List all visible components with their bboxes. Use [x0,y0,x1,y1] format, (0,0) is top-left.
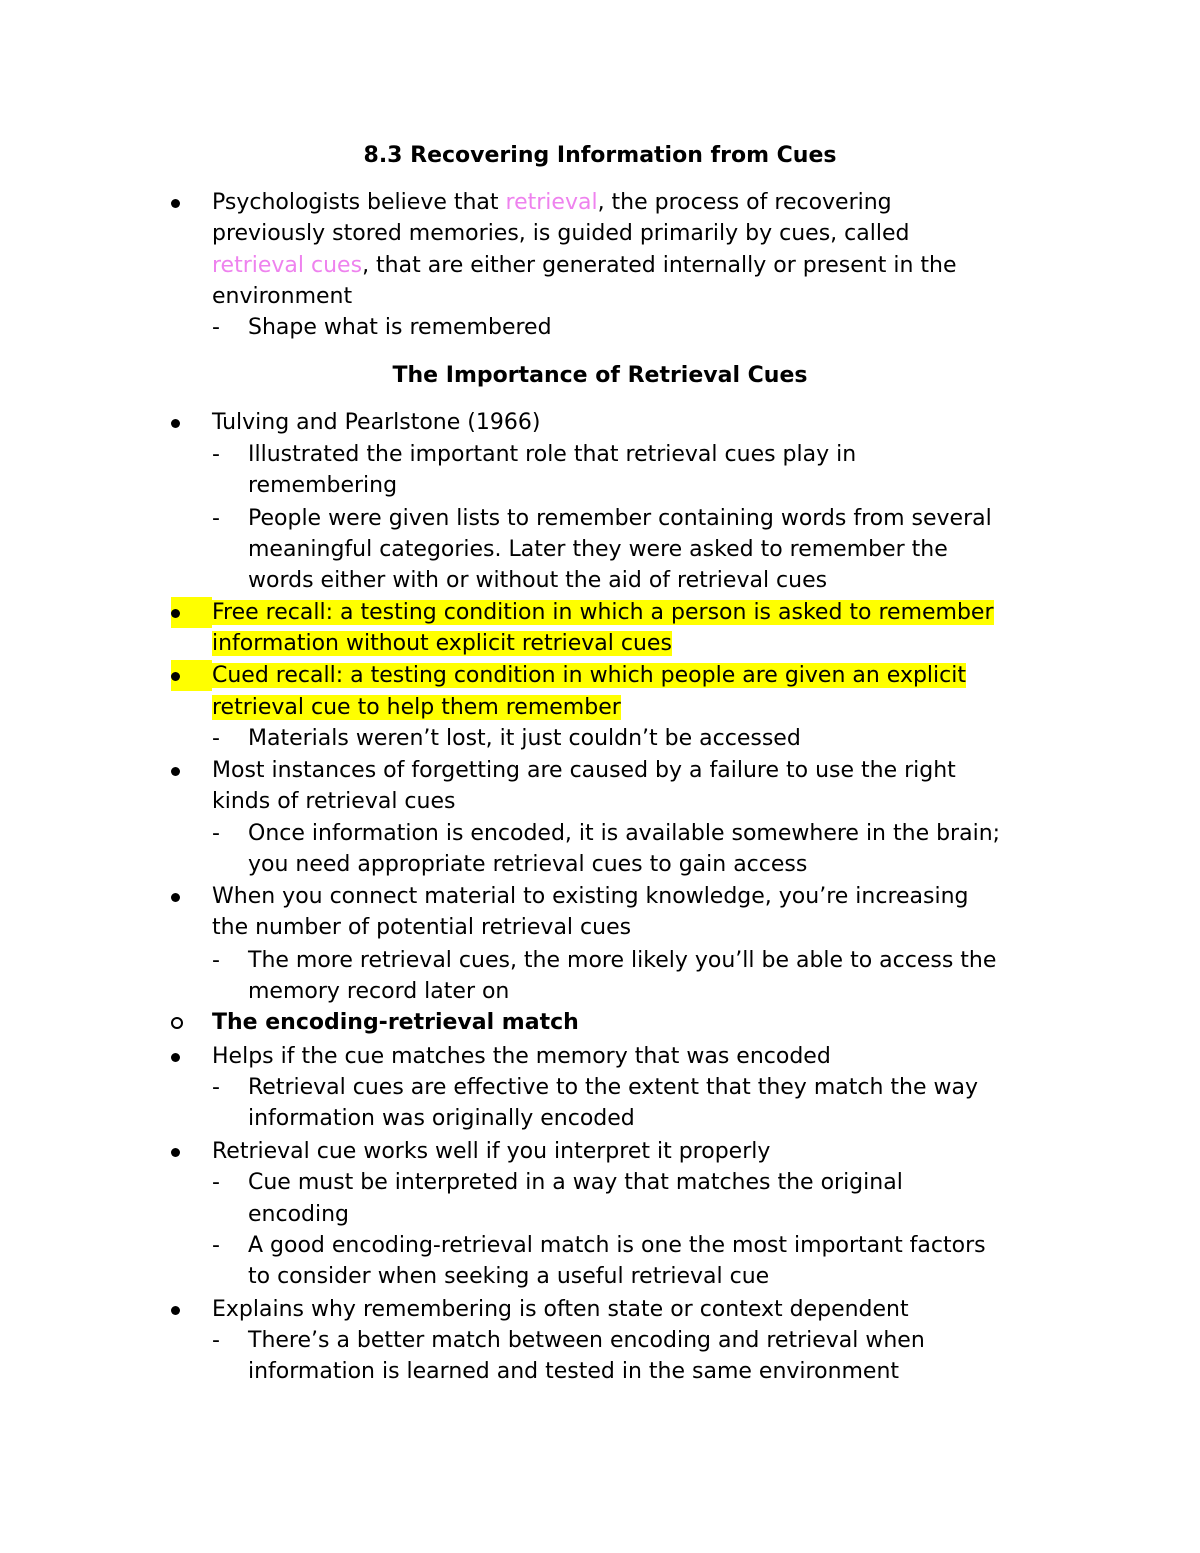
tulving-sub2-line-1: People were given lists to remember containing words from several [248,506,992,531]
forgetting-line-2: kinds of retrieval cues [212,789,456,814]
bullet-dot-icon [171,1041,180,1072]
encoding-match-title: The encoding-retrieval match [212,1010,579,1035]
bullet-ring-icon [171,1007,183,1038]
state-sub1-line-2: information is learned and tested in the same environment [248,1359,900,1384]
helps-line-1: Helps if the cue matches the memory that was encoded [212,1044,831,1069]
intro-line-2: previously stored memories, is guided primarily by cues, called [212,221,910,246]
free-recall-line-1: Free recall: a testing condition in which a person is asked to remember [212,600,994,625]
bullet-dot-icon [171,1294,180,1325]
bullet-dot-icon [171,597,212,628]
interpret-sub1-line-1: Cue must be interpreted in a way that matches the original [248,1170,903,1195]
interpret-sub2-line-2: to consider when seeking a useful retrieval cue [248,1264,770,1289]
bullet-dot-icon [171,660,212,691]
interpret-line-1: Retrieval cue works well if you interpret it properly [212,1139,771,1164]
dash-marker: - [212,442,220,467]
tulving-title: Tulving and Pearlstone (1966) [212,410,541,435]
connect-sub1-line-2: memory record later on [248,979,510,1004]
intro-sub-1: Shape what is remembered [248,315,552,340]
state-line-1: Explains why remembering is often state or context dependent [212,1297,909,1322]
forgetting-sub1-line-2: you need appropriate retrieval cues to gain access [248,852,808,877]
dash-marker: - [212,506,220,531]
cued-recall-line-2: retrieval cue to help them remember [212,695,621,720]
bullet-dot-icon [171,187,180,218]
helps-sub1-line-1: Retrieval cues are effective to the extent that they match the way [248,1075,978,1100]
dash-marker: - [212,948,220,973]
intro-line-3: retrieval cues, that are either generated internally or present in the [212,253,957,278]
bullet-dot-icon [171,407,180,438]
dash-marker: - [212,315,220,340]
dash-marker: - [212,1075,220,1100]
intro-line-4: environment [212,284,353,309]
tulving-sub2-line-2: meaningful categories. Later they were asked to remember the [248,537,948,562]
bullet-dot-icon [171,881,180,912]
cued-recall-line-1: Cued recall: a testing condition in which people are given an explicit [212,663,966,688]
dash-marker: - [212,1170,220,1195]
dash-marker: - [212,1328,220,1353]
section-title: 8.3 Recovering Information from Cues [363,143,837,168]
interpret-sub1-line-2: encoding [248,1202,350,1227]
connect-sub1-line-1: The more retrieval cues, the more likely you’ll be able to access the [248,948,997,973]
bullet-dot-icon [171,755,180,786]
state-sub1-line-1: There’s a better match between encoding and retrieval when [248,1328,925,1353]
helps-sub1-line-2: information was originally encoded [248,1106,635,1131]
tulving-sub1-line-1: Illustrated the important role that retrieval cues play in [248,442,857,467]
intro-line-1: Psychologists believe that retrieval, the process of recovering [212,190,892,215]
connect-line-1: When you connect material to existing knowledge, you’re increasing [212,884,969,909]
dash-marker: - [212,726,220,751]
free-recall-line-2: information without explicit retrieval cues [212,631,672,656]
dash-marker: - [212,821,220,846]
cued-recall-sub-1: Materials weren’t lost, it just couldn’t be accessed [248,726,801,751]
tulving-sub2-line-3: words either with or without the aid of retrieval cues [248,568,828,593]
term-retrieval: retrieval [505,190,598,215]
term-retrieval-cues: retrieval cues [212,253,363,278]
subheading: The Importance of Retrieval Cues [392,363,808,388]
connect-line-2: the number of potential retrieval cues [212,915,632,940]
forgetting-line-1: Most instances of forgetting are caused by a failure to use the right [212,758,956,783]
dash-marker: - [212,1233,220,1258]
forgetting-sub1-line-1: Once information is encoded, it is available somewhere in the brain; [248,821,1001,846]
interpret-sub2-line-1: A good encoding-retrieval match is one the most important factors [248,1233,986,1258]
tulving-sub1-line-2: remembering [248,473,398,498]
bullet-dot-icon [171,1136,180,1167]
